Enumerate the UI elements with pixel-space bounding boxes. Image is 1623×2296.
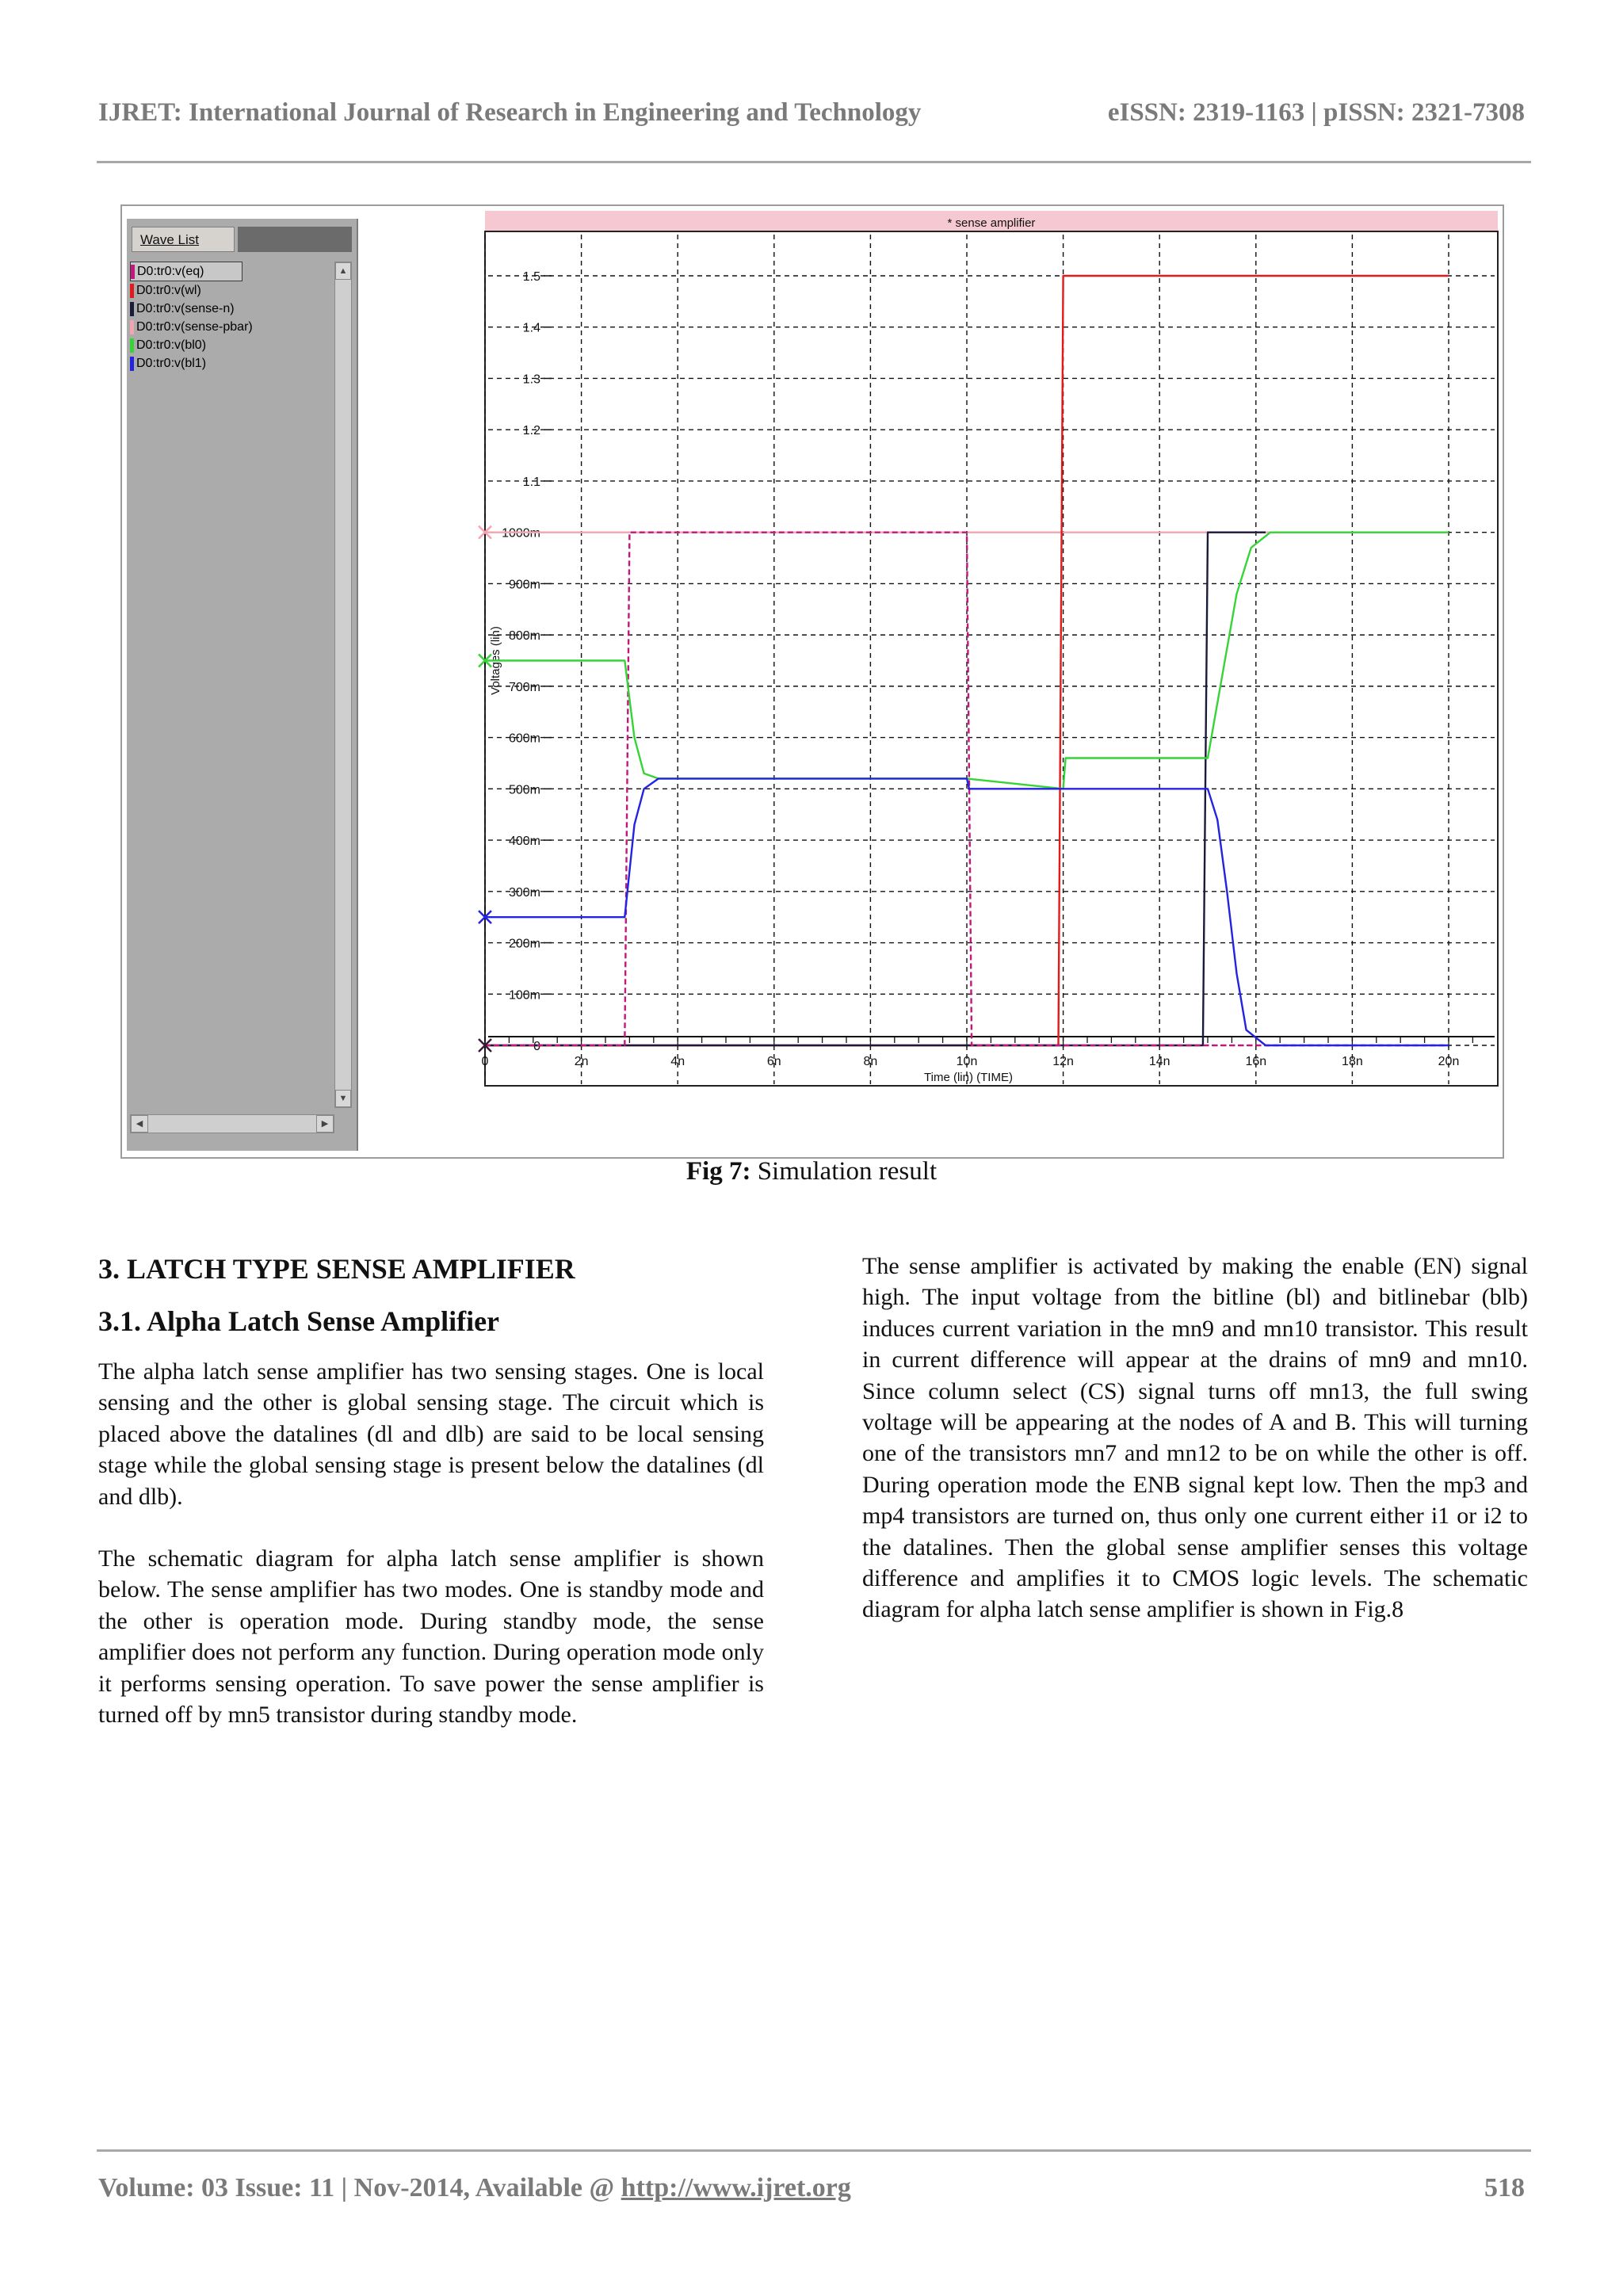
y-tick-label: 700m — [508, 680, 540, 694]
header-rule — [97, 161, 1531, 163]
x-tick-label: 14n — [1148, 1055, 1170, 1068]
journal-title: IJRET: International Journal of Research in Engineering and Technology — [98, 98, 922, 127]
section-heading: 3. LATCH TYPE SENSE AMPLIFIER — [98, 1253, 575, 1285]
wave-label: D0:tr0:v(sense-n) — [136, 301, 235, 315]
caption-text: Simulation result — [750, 1157, 938, 1186]
paragraph-local-global-sensing: The alpha latch sense amplifier has two sensing stages. One is local sensing and the other is global sensing stage. The circuit which is placed above the datalines (dl and dlb) are said to be local sensing stage while the global sensing stage is present below the datalines (dl and dlb). — [98, 1358, 764, 1510]
y-tick-label: 1.1 — [522, 475, 540, 489]
y-tick-label: 1.2 — [522, 424, 540, 438]
y-tick-label: 900m — [508, 578, 540, 592]
x-axis-label: Time (lin) (TIME) — [924, 1071, 1013, 1084]
plot-title: * sense amplifier — [947, 216, 1036, 230]
y-tick-label: 500m — [508, 783, 540, 797]
scroll-down-icon[interactable]: ▼ — [335, 1090, 351, 1107]
subsection-heading: 3.1. Alpha Latch Sense Amplifier — [98, 1305, 500, 1337]
footer-volume-text: Volume: 03 Issue: 11 | Nov-2014, Available @ — [98, 2173, 621, 2202]
y-tick-label: 600m — [508, 732, 540, 746]
wave-label: D0:tr0:v(wl) — [136, 283, 201, 297]
y-tick-label: 0 — [533, 1040, 540, 1053]
y-tick-label: 1000m — [502, 526, 540, 541]
waveform-plot — [122, 206, 1503, 1157]
wave-label: D0:tr0:v(bl0) — [136, 338, 207, 352]
y-tick-label: 100m — [508, 988, 540, 1003]
x-tick-label: 18n — [1342, 1055, 1363, 1068]
paragraph-operation: The sense amplifier is activated by making the enable (EN) signal high. The input voltage from the bitline (bl) and bitlinebar (blb) induces current variation in the mn9 and mn10 transistor. This result in current difference will appear at the drains of mn9 and mn10. Since column select (CS) signal turns off mn13, the full swing voltage will be appearing at the nodes of A and B. This will turning one of the transistors mn7 and mn12 to be on while the other is off. During operation mode the ENB signal kept low. Then the mp3 and mp4 transistors are turned on, thus only one current either i1 or i2 to the datalines. Then the global sense amplifier senses this voltage difference and amplifies it to CMOS logic levels. The schematic diagram for alpha latch sense amplifier is shown in Fig.8 — [862, 1253, 1528, 1623]
y-tick-label: 200m — [508, 937, 540, 951]
x-tick-label: 10n — [956, 1055, 978, 1068]
caption-label: Fig 7: — [685, 1157, 751, 1186]
y-tick-label: 1.5 — [522, 270, 540, 284]
plot-frame — [485, 231, 1498, 1086]
scroll-right-icon[interactable]: ▶ — [316, 1115, 334, 1133]
wave-list-tab[interactable]: Wave List — [132, 227, 235, 252]
paragraph-modes: The schematic diagram for alpha latch sense amplifier is shown below. The sense amplifier has two modes. One is standby mode and the other is operation mode. During standby mode, the sense amplifier does not perform any function. During operation mode only it performs sensing operation. To save power the sense amplifier is turned off by mn5 transistor during standby mode. — [98, 1545, 764, 1729]
x-tick-label: 6n — [766, 1055, 781, 1068]
scroll-up-icon[interactable]: ▲ — [335, 262, 351, 280]
y-axis-label: Voltages (lin) — [489, 626, 502, 695]
y-tick-label: 300m — [508, 885, 540, 900]
y-tick-label: 400m — [508, 835, 540, 849]
x-tick-label: 0 — [481, 1055, 489, 1068]
x-tick-label: 12n — [1052, 1055, 1074, 1068]
x-tick-label: 4n — [670, 1055, 685, 1068]
y-tick-label: 1.3 — [522, 372, 540, 387]
issn-info: eISSN: 2319-1163 | pISSN: 2321-7308 — [1107, 98, 1525, 127]
figure-caption — [0, 1157, 1623, 1186]
x-tick-label: 2n — [574, 1055, 589, 1068]
footer-link[interactable]: http://www.ijret.org — [621, 2173, 851, 2202]
wave-label: D0:tr0:v(bl1) — [136, 356, 207, 370]
simulation-window — [120, 204, 1504, 1159]
x-tick-label: 20n — [1438, 1055, 1460, 1068]
wave-label: D0:tr0:v(eq) — [137, 264, 204, 278]
wave-label: D0:tr0:v(sense-pbar) — [136, 319, 253, 334]
scroll-left-icon[interactable]: ◀ — [131, 1115, 148, 1133]
footer-volume-info — [98, 2173, 851, 2203]
x-tick-label: 8n — [863, 1055, 878, 1068]
y-tick-label: 800m — [508, 629, 540, 644]
footer-rule — [97, 2149, 1531, 2152]
y-tick-label: 1.4 — [522, 321, 540, 335]
page-number: 518 — [1484, 2173, 1525, 2202]
x-tick-label: 16n — [1245, 1055, 1267, 1068]
